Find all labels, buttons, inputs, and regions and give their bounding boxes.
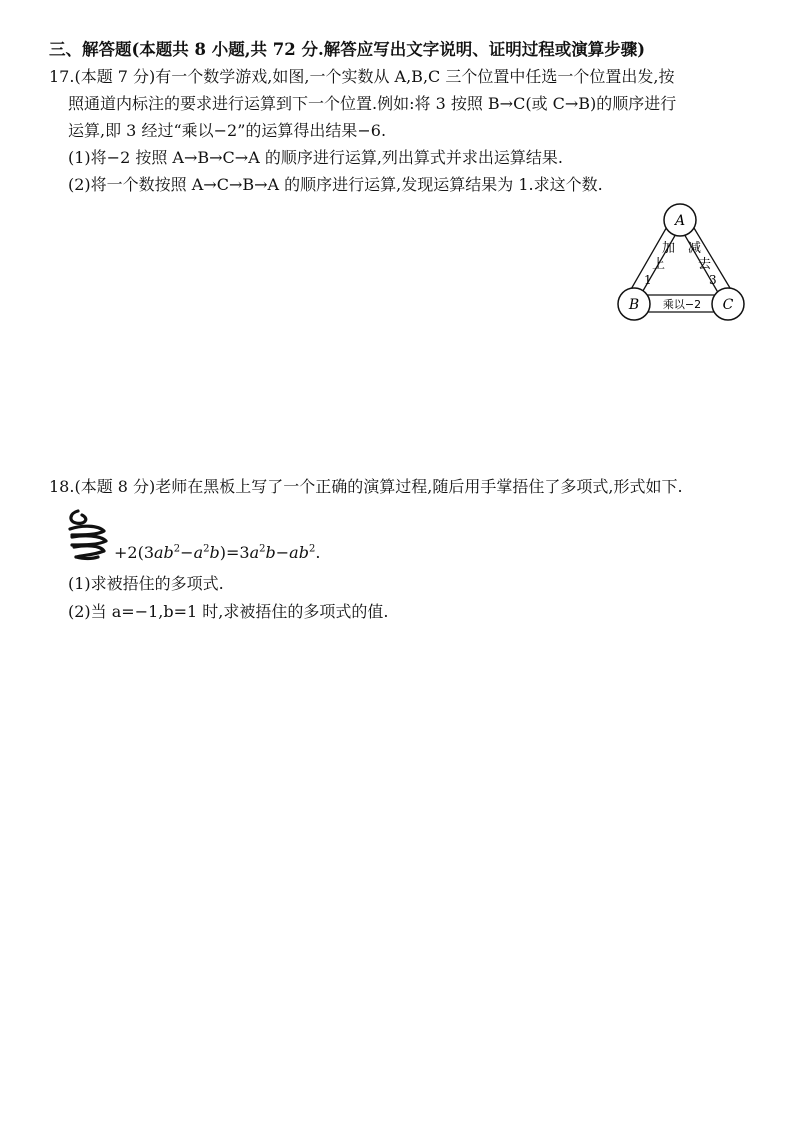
edge-ac-number: 3 bbox=[709, 273, 717, 287]
eq-period: . bbox=[315, 543, 321, 562]
triangle-operation-diagram bbox=[612, 200, 752, 330]
eq-exponent: 2 bbox=[308, 543, 316, 555]
edge-ab-number: 1 bbox=[644, 273, 652, 287]
q17-text-line1: 17.(本题 7 分)有一个数学游戏,如图,一个实数从 A,B,C 三个位置中任选一个位置出发,按 bbox=[49, 67, 675, 86]
eq-minus: − bbox=[180, 543, 194, 562]
eq-var-b: b bbox=[209, 543, 220, 562]
section-heading: 三、解答题(本题共 8 小题,共 72 分.解答应写出文字说明、证明过程或演算步骤) bbox=[49, 40, 646, 59]
edge-bc-label: 乘以−2 bbox=[662, 298, 702, 311]
node-a-label: A bbox=[674, 213, 686, 229]
eq-minus: − bbox=[275, 543, 290, 562]
q18-text-line1: 18.(本题 8 分)老师在黑板上写了一个正确的演算过程,随后用手掌捂住了多项式,形式如下. bbox=[49, 477, 683, 496]
q17-part1: (1)将−2 按照 A→B→C→A 的顺序进行运算,列出算式并求出运算结果. bbox=[68, 148, 564, 167]
node-b bbox=[618, 288, 650, 320]
q17-part2: (2)将一个数按照 A→C→B→A 的顺序进行运算,发现运算结果为 1.求这个数. bbox=[68, 175, 603, 194]
eq-equals: )=3 bbox=[219, 543, 250, 562]
node-b-label: B bbox=[628, 297, 640, 313]
eq-exponent: 2 bbox=[173, 543, 181, 555]
eq-term-ab: ab bbox=[154, 543, 174, 562]
eq-var-b: b bbox=[265, 543, 276, 562]
eq-term-ab: ab bbox=[289, 543, 309, 562]
q17-text-line3: 运算,即 3 经过“乘以−2”的运算得出结果−6. bbox=[68, 121, 387, 140]
q18-part2: (2)当 a=−1,b=1 时,求被捂住的多项式的值. bbox=[68, 602, 389, 621]
q18-part1: (1)求被捂住的多项式. bbox=[68, 574, 224, 593]
node-c bbox=[712, 288, 744, 320]
node-a bbox=[664, 204, 696, 236]
edge-ab-char2: 上 bbox=[652, 257, 666, 272]
node-c-label: C bbox=[722, 297, 734, 313]
eq-var-a: a bbox=[249, 543, 260, 562]
eq-exponent: 2 bbox=[203, 543, 210, 555]
q17-text-line2: 照通道内标注的要求进行运算到下一个位置.例如:将 3 按照 B→C(或 C→B)的顺序进行 bbox=[68, 94, 677, 113]
edge-ac-char1: 减 bbox=[688, 241, 702, 256]
hand-icon bbox=[64, 507, 112, 563]
edge-ac-char2: 去 bbox=[698, 257, 712, 272]
edge-ab-char1: 加 bbox=[662, 241, 676, 256]
q18-equation bbox=[114, 543, 320, 563]
eq-prefix: +2(3 bbox=[114, 543, 155, 562]
eq-var-a: a bbox=[193, 543, 204, 562]
eq-exponent: 2 bbox=[259, 543, 266, 555]
